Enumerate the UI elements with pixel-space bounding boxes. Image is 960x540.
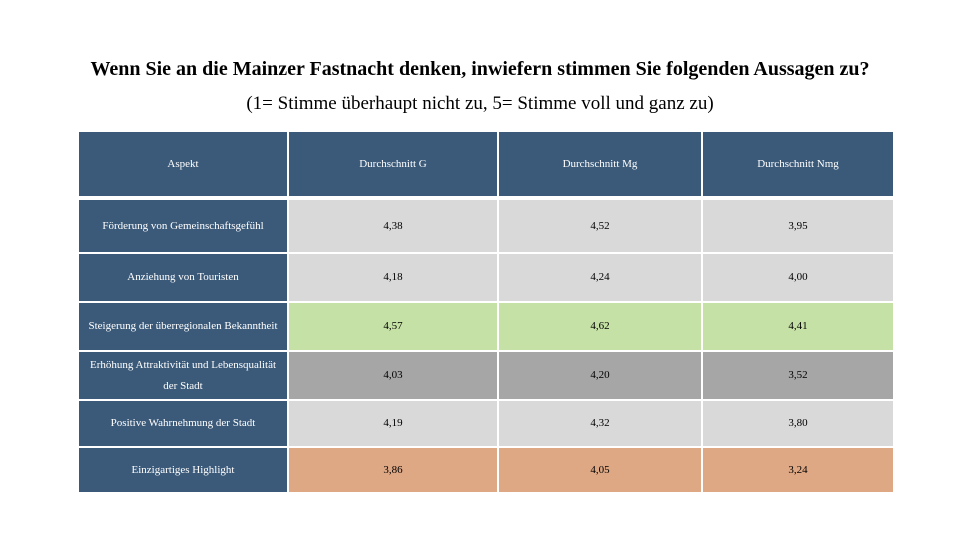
- value-cell-nmg: 3,95: [703, 200, 893, 254]
- aspect-cell: Einzigartiges Highlight: [79, 448, 289, 492]
- column-header-durchschnitt-nmg: Durchschnitt Nmg: [703, 132, 893, 200]
- value-cell-nmg: 4,00: [703, 254, 893, 303]
- table-row: [79, 200, 893, 254]
- page-title: Wenn Sie an die Mainzer Fastnacht denken, inwiefern stimmen Sie folgenden Aussagen zu?: [90, 58, 870, 80]
- aspect-cell: Förderung von Gemeinschaftsgefühl: [79, 200, 289, 254]
- value-cell-mg: 4,52: [499, 200, 703, 254]
- value-cell-mg: 4,24: [499, 254, 703, 303]
- value-cell-mg: 4,32: [499, 401, 703, 448]
- value-cell-nmg: 3,80: [703, 401, 893, 448]
- value-cell-g: 4,03: [289, 352, 499, 401]
- value-cell-g: 3,86: [289, 448, 499, 492]
- value-cell-g: 4,38: [289, 200, 499, 254]
- value-cell-g: 4,57: [289, 303, 499, 352]
- value-cell-nmg: 3,52: [703, 352, 893, 401]
- value-cell-mg: 4,20: [499, 352, 703, 401]
- value-cell-g: 4,19: [289, 401, 499, 448]
- aspect-cell: Steigerung der überregionalen Bekanntheit: [79, 303, 289, 352]
- aspect-cell: Anziehung von Touristen: [79, 254, 289, 303]
- column-header-durchschnitt-mg: Durchschnitt Mg: [499, 132, 703, 200]
- table-row: [79, 303, 893, 352]
- value-cell-g: 4,18: [289, 254, 499, 303]
- table-row: [79, 254, 893, 303]
- column-header-aspekt: Aspekt: [79, 132, 289, 200]
- value-cell-mg: 4,62: [499, 303, 703, 352]
- column-header-durchschnitt-g: Durchschnitt G: [289, 132, 499, 200]
- table-row: [79, 401, 893, 448]
- value-cell-nmg: 3,24: [703, 448, 893, 492]
- results-table: [79, 132, 893, 492]
- value-cell-mg: 4,05: [499, 448, 703, 492]
- value-cell-nmg: 4,41: [703, 303, 893, 352]
- scale-subtitle: (1= Stimme überhaupt nicht zu, 5= Stimme voll und ganz zu): [246, 93, 714, 114]
- table-row: [79, 352, 893, 401]
- aspect-cell: Positive Wahrnehmung der Stadt: [79, 401, 289, 448]
- aspect-cell: Erhöhung Attraktivität und Lebensqualität der Stadt: [79, 352, 289, 401]
- table-header-row: [79, 132, 893, 200]
- table-row: [79, 448, 893, 492]
